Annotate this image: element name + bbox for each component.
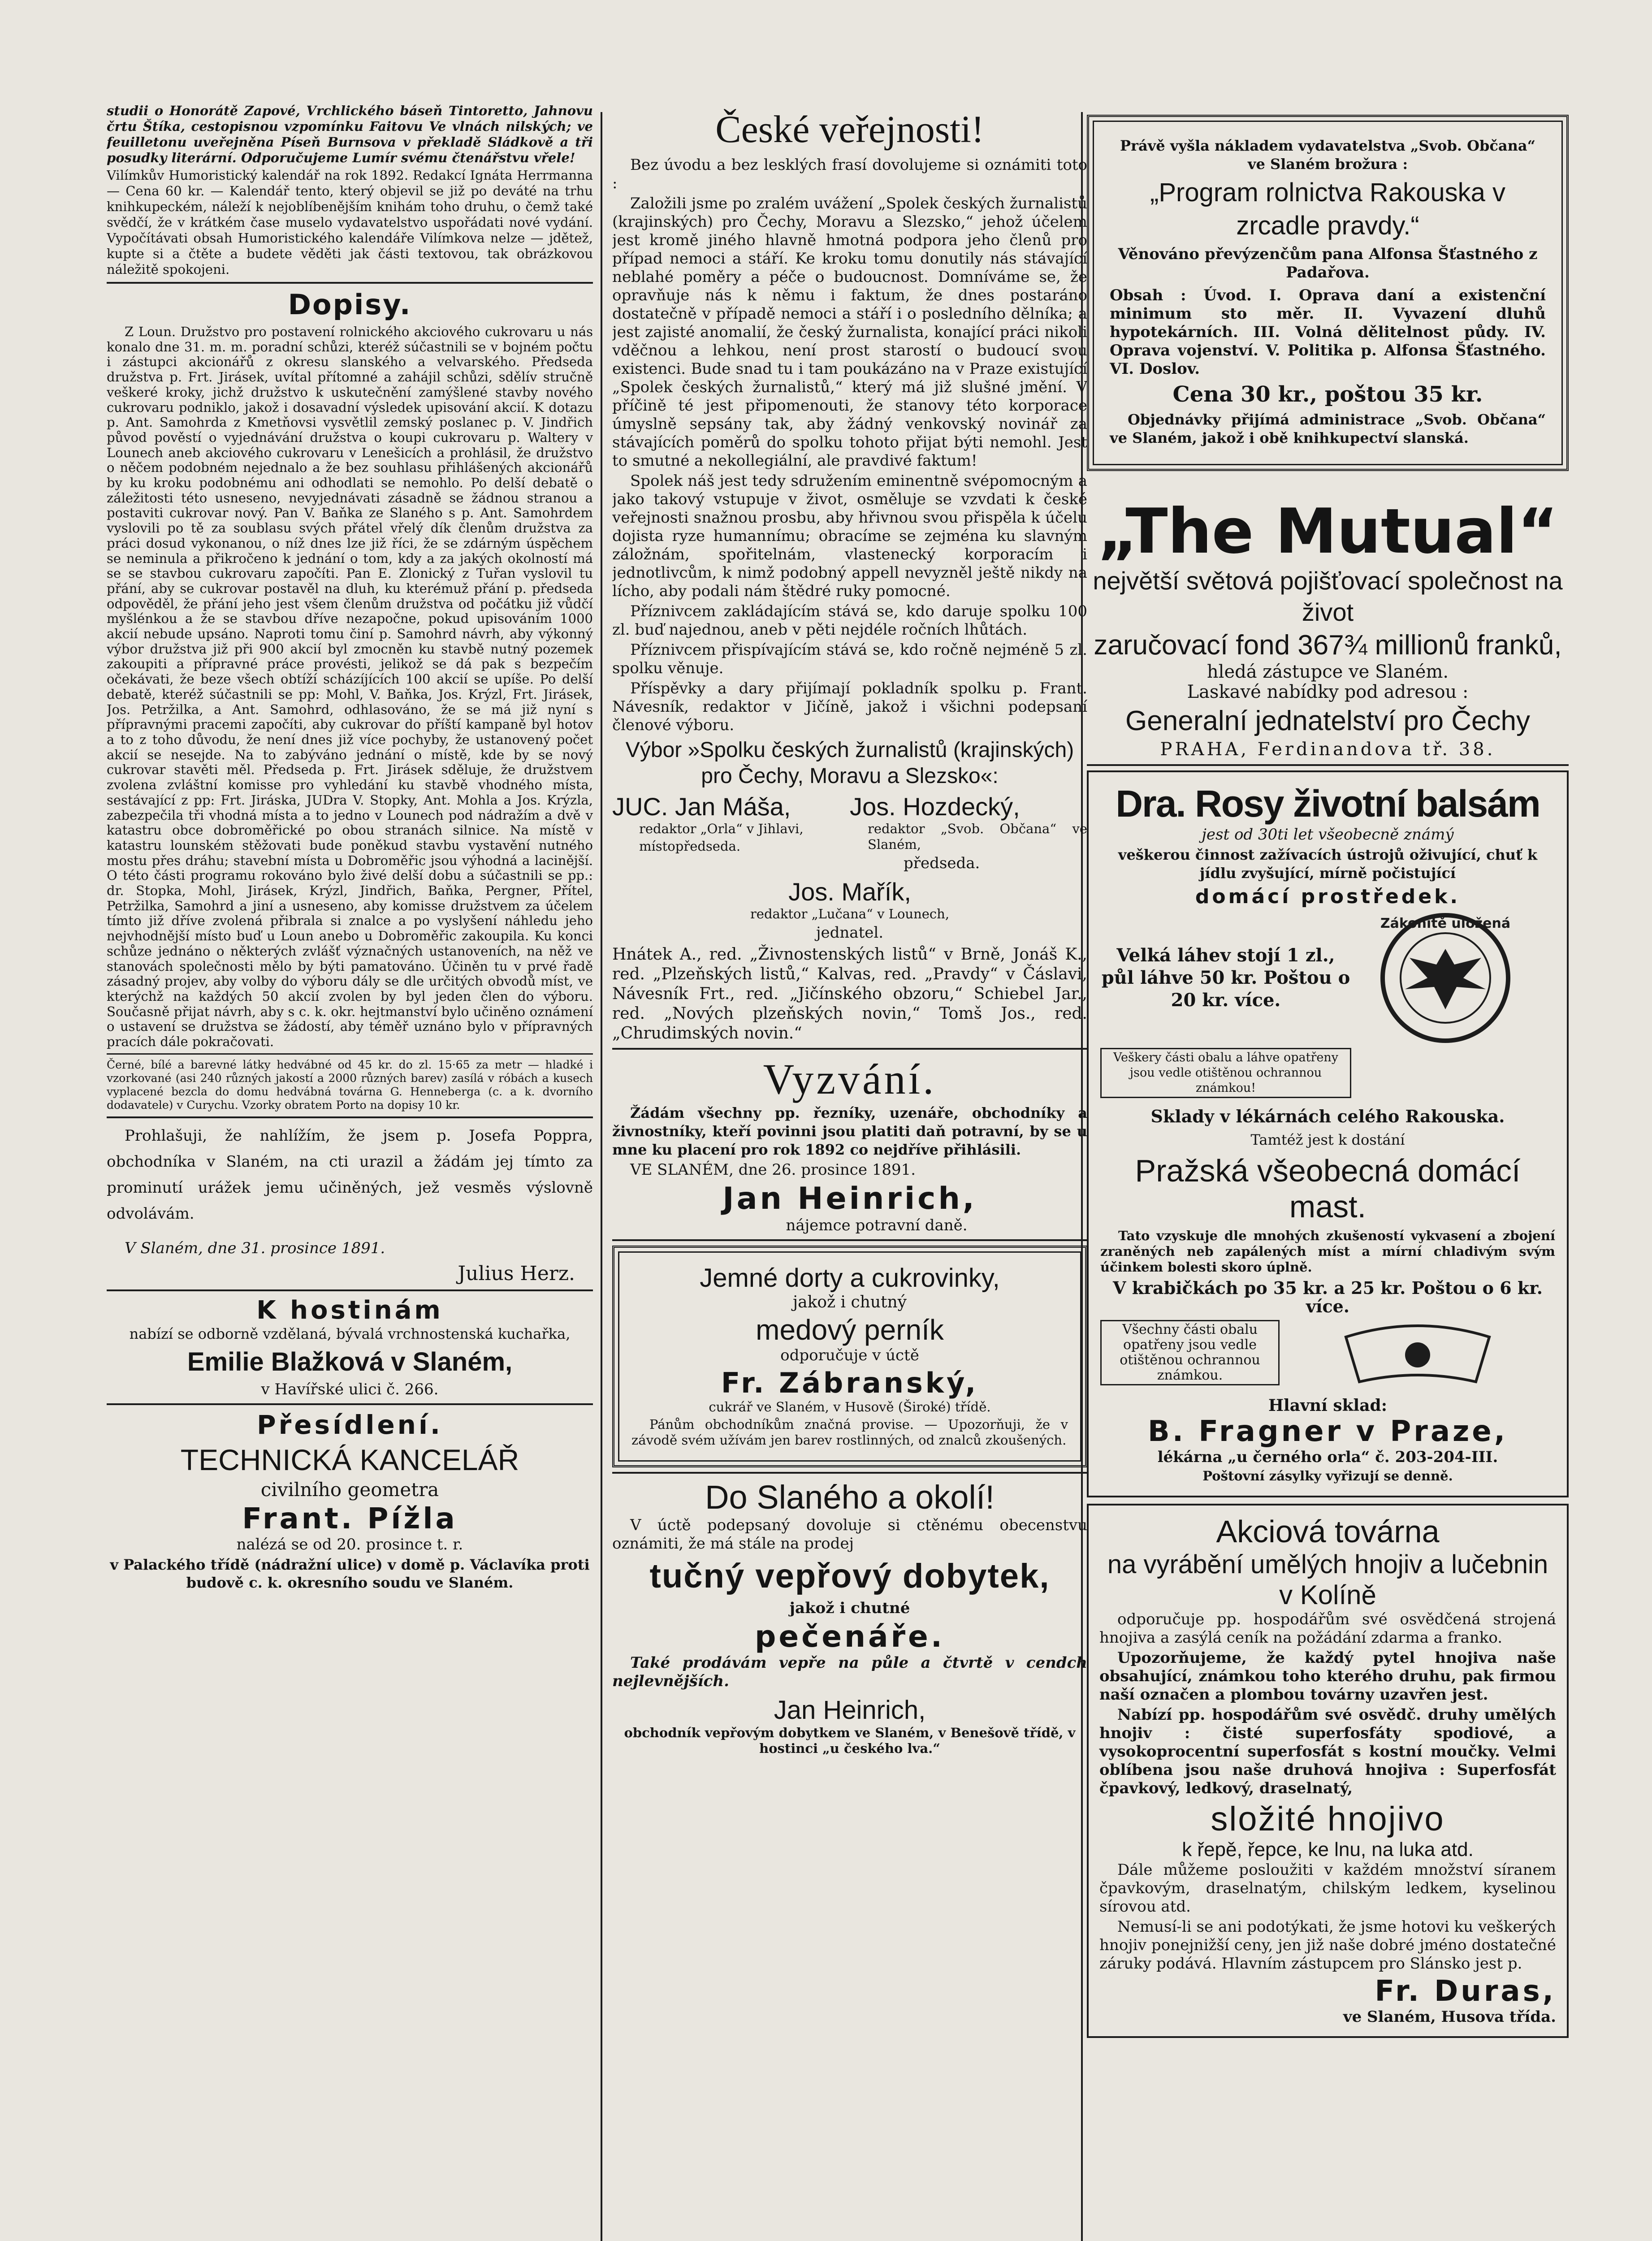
rosa-line: veškerou činnost zažívacích ústrojů oživující, chuť k jídlu zvyšující, mírně počistující — [1118, 846, 1538, 882]
hnoj-name: Fr. Duras, — [1375, 1975, 1556, 2008]
tk-address: v Palackého třídě (nádražní ulice) v domě p. Václavíka proti budově c. k. okresního soudu ve Slaném. — [110, 1556, 590, 1591]
vyzvani-heading: Vyzvání. — [763, 1055, 937, 1103]
dopisy-body: Z Loun. Družstvo pro postavení rolnického akciového cukrovaru u nás konalo dne 31. m. m. poradní schůzi, kteréž súčastnili se v bojném počtu i zástupci akcionářů z okresu slanského a velvarského. Předseda družstva p. Frt. Jirásek, uvítal přítomné a zahájil schůzi, sdělív stručně veškeré kroky, jichž družstvo k uskutečnění zamýšlené stavby nového cukrovaru podniklo, jakož i dosavadní výsledek upisování akcií. K dotazu p. Ant. Samohrda z Kmetňovsi vysvětlil zemský poslanec p. V. Jindřich původ pověstí o vyjednávání družstva o koupi cukrovaru p. Waltery v Lounech aneb akciového cukrovaru v Lenešicích a prohlásil, že družstvo o něčem podobném nejednalo a že bez souhlasu přihlášených akcionářů by ku kroku podobnému ani odhodlati se nemohlo. Po delší debatě o záležitosti této usneseno, nevyjednávati zásadně se žádnou stranou a postaviti cukrovar nový. Pan V. Baňka ze Slaného s p. Ant. Samohrdem vyslovili po tě za soublasu svých přátel vřelý dík členům družstva za práci dosud vykonanou, o níž dnes lze již říci, že se zdárným úspěchem se neminula a přikročeno k jednání o tom, kdy a za jakých okolností má se se stavbou cukrovaru započíti. Pan E. Zlonický z Tuřan vyslovil tu přání, aby se cukrovar postavěl na dluh, ku kterémuž přání p. předseda odpověděl, že přání jeho jest všem členům družstva od počátku již vůdčí myšlénkou a že se stavbou dříve nezapočne, pokud upisováním 1000 akcií nebude upsáno. Naproti tomu činí p. Samohrd návrh, aby výkonný výbor družstva již při 900 akcií byl zmocněn ku stavbě nutný pozemek zakoupiti a přípravné práce provésti, jelikož se dá pak s bezpečím očekávati, že beze všech obtíží scházíjících 100 akcií se upíše. Po delší debatě, kteréž súčastnili se pp: Mohl, V. Baňka, Jos. Krýzl, Frt. Jirásek, Jos. Petržilka, a Ant. Samohrd, odhlasováno, že se má již nyní s přípravnými pracemi započíti, aby cukrovar do příští kampaně byl hotov a to z toho důvodu, že není dnes již více pochyby, že ustanovený počet akcií se nesejde. Na to zabýváno jednání o místě, kde by se nový cukrovar stavěti měl. Předseda p. Frt. Jirásek sděluje, že družstvem zvolena zvláštní komisse pro vyhledání ku stavbě vhodného místa, sestávající z pp: Frt. Jiráska, JUDra V. Stopky, Ant. Mohla a Jos. Krýzla, zabezpečila tři vhodná místa a to jedno v Lounech pod nádražím a dvě v katastru obce dobroměřické po obou stranách silnice. Na místě v katastru lounském stěžovati bude poněkud stavbu vystavění nutného mostu přes dráhu; stavební místa u Dobroměřic jsou výhodná a lacinější. O této části programu rokováno bylo živé delší dobu a súčastnili se pp.: dr. Stopka, Mohl, Jirásek, Krýzl, Jindřich, Baňka, Pergner, Přítel, Petržilka, Samohrd a jiní a usneseno, aby komisse družstvem za účelem tímto již dříve zvolená přibrala si znalce a po vyslyšení náhledu jeho nejvhodnější místo buď u Loun anebo u Dobroměřic zakoupila. Ku konci schůze jednáno o některých zvlášť význačných ustanoveních, na něž ve stanovách společnosti mělo by býti pamatováno. Účiněn tu v prvé řadě zásadný projev, aby volby do výboru dály se dle určitých obvodů míst, ve kterýchž na každých 50 akcií zvolen by byl jeden člen do výboru. Současně přijat návrh, aby s c. k. okr. hejtmanství bylo učiněno oznámení o ustavení se družstva se žádostí, aby téměř uznáno bylo v přípravných pracích dále pokračovati. — [107, 324, 593, 1050]
program-orders: Objednávky přijímá administrace „Svob. Občana“ ve Slaném, jakož i obě knihkupectví slanská. — [1110, 411, 1546, 446]
emblem-text: Zákonitě uložená — [1380, 916, 1511, 931]
hnoj-p5: Nemusí-li se ani podotýkati, že jsme hotovi ku veškerých hnojiv ponejnižší ceny, jen již naše dobré jméno dostatečné záruky podává. Hlavním zástupcem pro Slánsko jest p. — [1099, 1918, 1556, 1973]
member-role: jednatel. — [816, 924, 884, 942]
hnojiva-ad-box — [1087, 1504, 1569, 2038]
verejnost-p5: Příznivcem přispívajícím stává se, kdo ročně nejméně 5 zl. spolku věnuje. — [612, 641, 1087, 677]
mutual-line1: největší světová pojišťovací společnost na život — [1093, 567, 1563, 626]
divider — [107, 1053, 593, 1055]
dorty-name: Fr. Zábranský, — [721, 1367, 979, 1399]
okoli-name: Jan Heinrich, — [774, 1696, 926, 1725]
hostinam-heading: K hostinám — [256, 1295, 443, 1325]
member-name: Jos. Hozdecký, — [850, 792, 1020, 821]
mast-title: Pražská všeobecná domácí mast. — [1135, 1153, 1521, 1224]
rosa-sklady: Sklady v lékárnách celého Rakouska. — [1150, 1106, 1505, 1126]
lumir-notice: studii o Honorátě Zapové, Vrchlického báseň Tintoretto, Jahnovu črtu Štíka, cestopisnou vzpomínku Faitovu Ve vlnách nilských; ve feuilletonu uveřejněna Píseň Burnsova v překladě Sládkově a tři posudky literární. Odporučujeme Lumír svému čtenářstvu vřele! — [107, 103, 593, 165]
divider — [107, 282, 593, 284]
member-role: místopředseda. — [639, 839, 741, 854]
dorty-ad-box — [612, 1246, 1087, 1467]
divider — [612, 1239, 1087, 1241]
vyzvani-role: nájemce potravní daně. — [786, 1216, 968, 1234]
hnoj-line: k řepě, řepce, ke lnu, na luka atd. — [1182, 1839, 1474, 1860]
rosa-tamtez: Tamtéž jest k dostání — [1250, 1131, 1405, 1148]
hnoj-title2: na vyrábění umělých hnojiv a lučebnin — [1107, 1550, 1548, 1579]
okoli-p1: V úctě podepsaný dovoluje si ctěnému obecenstvu oznámiti, že má stále na prodej — [612, 1516, 1087, 1553]
tk-heading: TECHNICKÁ KANCELÁŘ — [180, 1443, 519, 1476]
rosa-title: Dra. Rosy životní balsám — [1116, 783, 1540, 825]
mutual-fund: zaručovací fond 367¾ millionů franků, — [1094, 630, 1562, 661]
prohlaseni-signature: Julius Herz. — [458, 1262, 575, 1285]
vybor-members-list: Hnátek A., red. „Živnostenských listů“ v Brně, Jonáš K., red. „Plzeňských listů,“ Kalvas, red. „Pravdy“ v Čáslavi, Návesník Frt., red. „Jičínského obzoru,“ Schiebel Jar., red. „Nových plzeňských novin,“ Tomš Jos., red. „Chrudimských novin.“ — [612, 945, 1087, 1043]
divider — [1087, 764, 1569, 766]
hnoj-p1: odporučuje pp. hospodářům své osvědčená strojená hnojiva a zasýlá ceník na požádání zdarma a franko. — [1099, 1610, 1556, 1647]
tk-date: nalézá se od 20. prosince t. r. — [236, 1535, 463, 1553]
member-name: Jos. Mařík, — [788, 878, 911, 906]
mutual-line4: Laskavé nabídky pod adresou : — [1187, 682, 1469, 702]
mast-body: Tato vzyskuje dle mnohých zkušeností vykvasení a zbojení zraněných neb zapálených míst a mírní chladivým svým účinkem bolesti skoro úplně. — [1100, 1228, 1555, 1275]
divider — [107, 1403, 593, 1405]
divider — [612, 1472, 1087, 1474]
hnoj-p4: Dále můžeme posloužiti v každém množství síranem čpavkovým, draselnatým, chilským ledkem, kyselinou sírovou atd. — [1099, 1861, 1556, 1916]
member-role: předseda. — [904, 854, 980, 872]
mast-note: Poštovní zásylky vyřizují se denně. — [1202, 1468, 1453, 1484]
mutual-address: PRAHA, Ferdinandova tř. 38. — [1160, 739, 1496, 760]
member-role: redaktor „Lučana“ v Lounech, — [750, 906, 950, 921]
mast-sklad-label: Hlavní sklad: — [1268, 1396, 1387, 1415]
verejnost-p2: Založili jsme po zralém uvážení „Spolek českých žurnalistů (krajinských) pro Čechy, Moravu a Slezsko,“ jehož účelem jest kromě jiného hlavně hmotná podpora jeho členů pro případ nemoci a stáří. Ke kroku tomu donutily nás stávající neblahé poměry a péče o budoucnost. Domníváme se, že opravňuje nás k němu i faktum, že dnes postaráno dostatečně v případě nemoci a stáří i o posledního dělníka; a jest zajisté anomalií, že český žurnalista, konající práci nikoli vděčnou a lehkou, není prost starostí o budoucí svou existenci. Bude snad tu i tam poukázáno na v Praze existující „Spolek českých žurnalistů,“ který má již slušné jmění. V příčině té jest připomenouti, že stanovy této korporace úmyslně sepsány tak, aby žádný venkovský novinář za stávajících poměrů do spolku tohoto přijat býti nemohl. Jest to smutné a nekollegiální, ale pravdivé faktum! — [612, 195, 1087, 470]
mast-protect-note: Všechny části obalu opatřeny jsou vedle otištěnou ochrannou známkou. — [1100, 1320, 1280, 1385]
tk-subtitle: civilního geometra — [260, 1478, 439, 1501]
rosa-price-row — [1100, 911, 1555, 1045]
hnoj-title3: v Kolíně — [1279, 1580, 1376, 1610]
verejnost-p6: Příspěvky a dary přijímají pokladník spolku p. Frant. Návesník, redaktor v Jičíně, jakož i všichni podepsaní členové výboru. — [612, 679, 1087, 734]
presidleni-heading: Přesídlení. — [257, 1409, 443, 1440]
okoli-pecenare: pečenáře. — [755, 1619, 945, 1654]
hostinam-line: nabízí se odborně vzdělaná, bývalá vrchnostenská kuchařka, — [129, 1325, 571, 1342]
program-price: Cena 30 kr., poštou 35 kr. — [1172, 382, 1483, 407]
dorty-pernik: medový perník — [756, 1314, 944, 1346]
prohlaseni-body: Prohlašuji, že nahlížím, že jsem p. Josefa Poppra, obchodníka v Slaném, na cti urazil a žádám jej tímto za prominutí urážek jemu učiněných, jež vesměs výslovně odvolávám. — [107, 1126, 593, 1223]
okoli-address: obchodník vepřovým dobytkem ve Slaném, v Benešově třídě, v hostinci „u českého lva.“ — [624, 1725, 1076, 1756]
verejnost-p1: Bez úvodu a bez lesklých frasí dovolujeme si oznámiti toto : — [612, 156, 1087, 192]
divider — [107, 1289, 593, 1291]
column-rule-left — [601, 112, 602, 2241]
hnoj-p3: Nabízí pp. hospodářům své osvědč. druhy umělých hnojiv : čisté superfosfáty spodiové, a vysokoprocentní superfosfát s kostní moučky. Velmi oblíbena jsou naše druhová hnojiva : Superfosfát čpavkový, ledkový, draselnatý, — [1099, 1706, 1556, 1797]
vyzvani-date: VE SLANÉM, dne 26. prosince 1891. — [630, 1161, 916, 1179]
hnoj-p2: Upozorňujeme, že každý pytel hnojiva naše obsahující, známkou toho kterého druhu, pak firmou naší označen a plombou továrny uzavřen jest. — [1099, 1649, 1556, 1704]
mast-name: B. Fragner v Praze, — [1148, 1415, 1508, 1448]
okoli-line: jakož i chutné — [789, 1599, 910, 1617]
verejnost-p3: Spolek náš jest tedy sdružením eminentně svépomocným a jako takový vstupuje v život, osměluje se vzvdati k české veřejnosti snažnou prosbu, aby hřivnou svou přispěla k účelu dojista ryze humannímu; obracíme se zejména ku slavným záložnám, spořitelnám, vlastenecký korporacím i jednotlivcům, k nimž podobný appell nevyzněl ještě nikdy na lícho, aby podali nám štědré ruky pomocné. — [612, 472, 1087, 600]
divider — [612, 1048, 1087, 1050]
mast-price: V krabičkách po 35 kr. a 25 kr. Poštou o 6 kr. více. — [1112, 1278, 1543, 1316]
verejnost-p4: Příznivcem zakládajícím stává se, kdo daruje spolku 100 zl. buď najednou, aneb v pěti nejdéle ročních lhůtách. — [612, 602, 1087, 639]
latky-ad: Černé, bílé a barevné látky hedvábné od 45 kr. do zl. 15·65 za metr — hladké i vzorkované (asi 240 různých jakostí a 2000 různých barev) zasílá v róbách a kusech vyplacené bezcla do domu hedvábná továrna G. Henneberga (c. a k. dvorního dodavatele) v Curychu. Vzorky obratem Porto na dopisy 10 kr. — [107, 1058, 593, 1112]
eagle-emblem-icon — [1378, 911, 1513, 1045]
tk-name: Frant. Pížla — [242, 1502, 458, 1536]
member-role: redaktor „Orla“ v Jihlavi, — [639, 821, 804, 836]
program-contents: Obsah : Úvod. I. Oprava daní a existenční minimum sto měr. II. Vyvazení dluhů hypotekárních. III. Volná dělitelnost půdy. IV. Oprava vojenství. V. Politika p. Alfonsa Šťastného. VI. Doslov. — [1110, 286, 1546, 378]
vyzvani-body: Žádám všechny pp. řezníky, uzenáře, obchodníky a živnostníky, kteří povinni jsou platiti daň potravní, by se u mne ku placení pro rok 1892 co nejdříve přihlásili. — [612, 1104, 1087, 1158]
rosa-protect-note: Veškery části obalu a láhve opatřeny jsou vedle otištěnou ochrannou známkou! — [1100, 1048, 1351, 1098]
dorty-line: odporučuje v úctě — [780, 1346, 919, 1364]
okoli-p2: Také prodávám vepře na půle a čtvrtě v cendch nejlevnějších. — [612, 1654, 1087, 1690]
trademark-icon — [1341, 1319, 1494, 1386]
dorty-line: jakož i chutný — [792, 1293, 907, 1311]
rosa-line: jest od 30ti let všeobecně známý — [1202, 826, 1454, 844]
program-ad-box — [1087, 115, 1569, 471]
vybor-members-row — [612, 792, 1087, 874]
kalendar-notice: Vilímkův Humoristický kalendář na rok 1892. Redakcí Ignáta Herrmanna — Cena 60 kr. — Kalendář tento, který objevil se již po deváté na trhu knihkupeckém, náleží k nejoblíbenějším knihám toho druhu, o čemž také svědčí, že v krátkém čase muselo vydavatelstvo uspořádati nové vydání. Vypočítávati obsah Humoristického kalendáře Vilímkova nelze — jdětež, kupte si a čtěte a budete věděti jak části textovou, tak obrázkovou náležitě spokojeni. — [107, 168, 593, 277]
ceske-verejnosti-heading: České veřejnosti! — [715, 108, 984, 151]
prohlaseni-date: V Slaném, dne 31. prosince 1891. — [125, 1239, 385, 1257]
mutual-line3: hledá zástupce ve Slaném. — [1207, 662, 1449, 682]
vyzvani-name: Jan Heinrich, — [722, 1181, 977, 1216]
rosa-ad-box — [1087, 770, 1569, 1497]
program-dedication: Věnováno převýzenčům pana Alfonsa Šťastného z Padařova. — [1118, 245, 1538, 281]
program-title: „Program rolnictva Rakouska v zrcadle pravdy.“ — [1150, 178, 1505, 240]
mutual-title: „The Mutual“ — [1097, 495, 1558, 567]
column-right — [1087, 103, 1569, 2241]
okoli-big: tučný vepřový dobytek, — [649, 1557, 1050, 1595]
hnoj-address: ve Slaném, Husova třída. — [1343, 2008, 1556, 2026]
dorty-address: cukrář ve Slaném, v Husově (Široké) třídě. — [709, 1399, 991, 1415]
mast-address: lékárna „u černého orla“ č. 203-204-III. — [1157, 1448, 1498, 1466]
dopisy-heading: Dopisy. — [288, 288, 412, 321]
rosa-domaci: domácí prostředek. — [1195, 885, 1461, 908]
member-role: redaktor „Svob. Občana“ ve Slaném, — [868, 821, 1087, 852]
program-intro: Právě vyšla nákladem vydavatelstva „Svob. Občana“ ve Slaném brožura : — [1120, 137, 1535, 173]
divider — [107, 1116, 593, 1118]
mast-protect-row — [1100, 1319, 1555, 1386]
okoli-heading: Do Slaného a okolí! — [705, 1479, 995, 1516]
vybor-heading: Výbor »Spolku českých žurnalistů (krajinských) pro Čechy, Moravu a Slezsko«: — [625, 738, 1074, 788]
dorty-heading: Jemné dorty a cukrovinky, — [700, 1263, 1000, 1293]
dorty-body: Pánům obchodníkům značná provise. — Upozorňuji, že v závodě svém užívám jen barev rostlinných, od znalců zkoušených. — [631, 1417, 1068, 1448]
rosa-price: Velká láhev stojí 1 zl., půl láhve 50 kr. Poštou o 20 kr. více. — [1101, 945, 1350, 1011]
hostinam-name: Emilie Blažková v Slaném, — [187, 1347, 513, 1376]
column-left — [107, 103, 593, 2241]
hnoj-big: složité hnojivo — [1211, 1800, 1445, 1838]
member-name: JUC. Jan Máša, — [612, 792, 791, 821]
mutual-agency: Generalní jednatelství pro Čechy — [1125, 705, 1530, 736]
column-middle — [612, 103, 1087, 2241]
hostinam-address: v Havířské ulici č. 266. — [261, 1380, 439, 1398]
rosa-emblem — [1351, 911, 1540, 1045]
hnoj-title1: Akciová továrna — [1216, 1514, 1440, 1549]
